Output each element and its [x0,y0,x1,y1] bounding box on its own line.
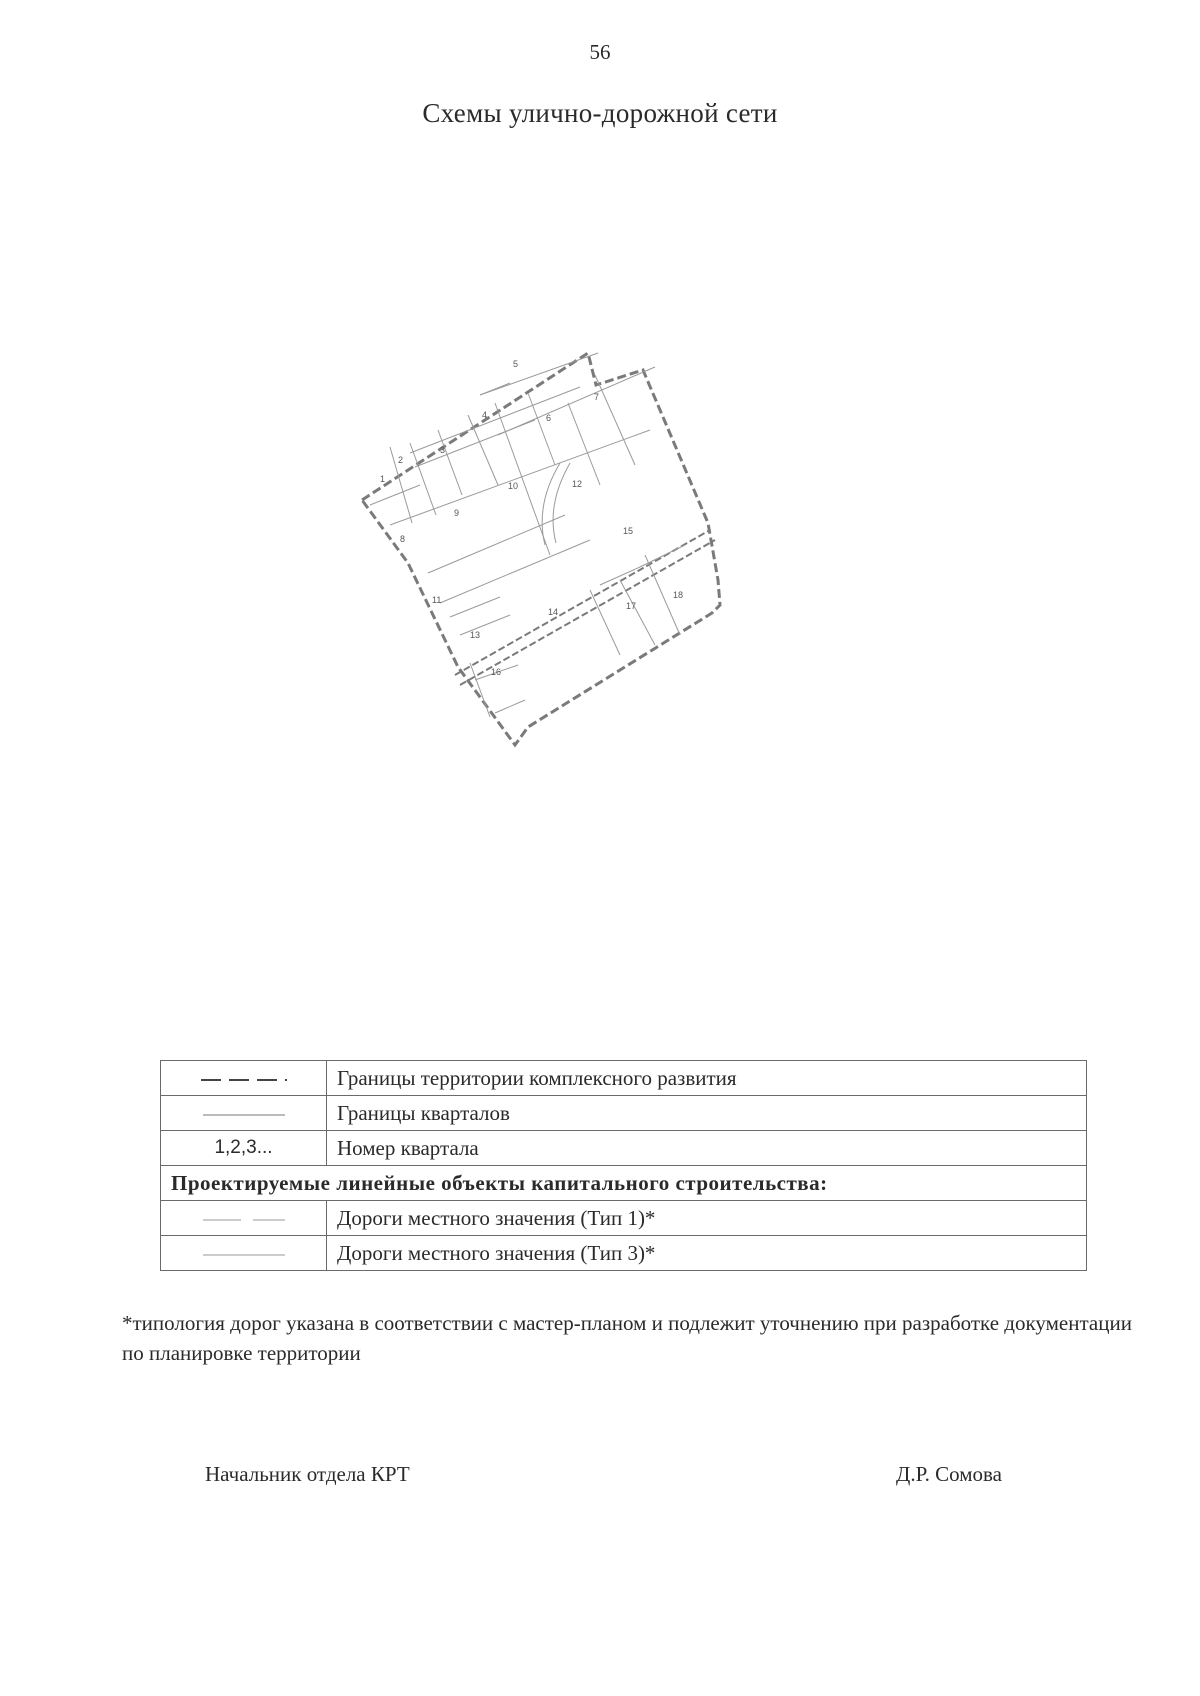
page-number: 56 [589,40,611,64]
signatory-name: Д.Р. Сомова [896,1462,1002,1486]
quarter-boundaries [370,353,685,717]
legend-row [161,1131,1087,1166]
quarter-label: 18 [673,590,684,600]
quarter-label: 8 [400,534,406,544]
legend-row [161,1061,1087,1096]
quarter-label: 13 [470,630,481,640]
main-diagonal-road [455,530,715,685]
quarter-label: 4 [482,410,488,420]
quarter-label: 9 [454,508,460,518]
road-network-map [350,345,770,765]
quarter-labels [380,359,683,677]
legend-symbol-road-type-3 [161,1236,327,1271]
quarter-label: 10 [508,481,519,491]
legend-symbol-quarter-boundary [161,1096,327,1131]
legend-label: Дороги местного значения (Тип 1)* [327,1201,1087,1236]
quarter-label: 5 [513,359,519,369]
quarter-label: 17 [626,601,637,611]
legend-row [161,1201,1087,1236]
quarter-label: 11 [432,595,442,605]
legend-row [161,1096,1087,1131]
quarter-label: 12 [572,479,583,489]
footnote: *типология дорог указана в соответствии с мастер-планом и подлежит уточнению при разработке документации по планировке территории [122,1311,1132,1365]
signatory-position: Начальник отдела КРТ [205,1462,410,1486]
legend-table [160,1060,1087,1271]
legend-row [161,1236,1087,1271]
quarter-label: 7 [594,392,600,402]
territory-boundary [362,353,720,745]
quarter-label: 16 [491,667,502,677]
legend-symbol-road-type-1 [161,1201,327,1236]
legend-section-header: Проектируемые линейные объекты капитального строительства: [161,1166,1087,1201]
quarter-label: 3 [440,445,446,455]
quarter-label: 15 [623,526,634,536]
legend-symbol-territory-boundary [161,1061,327,1096]
legend-symbol-quarter-number: 1,2,3... [161,1131,327,1166]
legend-label: Границы территории комплексного развития [327,1061,1087,1096]
legend-label: Дороги местного значения (Тип 3)* [327,1236,1087,1271]
legend-section-row [161,1166,1087,1201]
legend-label: Границы кварталов [327,1096,1087,1131]
quarter-label: 1 [380,474,386,484]
page-title: Схемы улично-дорожной сети [422,98,778,128]
quarter-label: 6 [546,413,552,423]
quarter-label: 14 [548,607,559,617]
quarter-label: 2 [398,455,404,465]
legend-label: Номер квартала [327,1131,1087,1166]
